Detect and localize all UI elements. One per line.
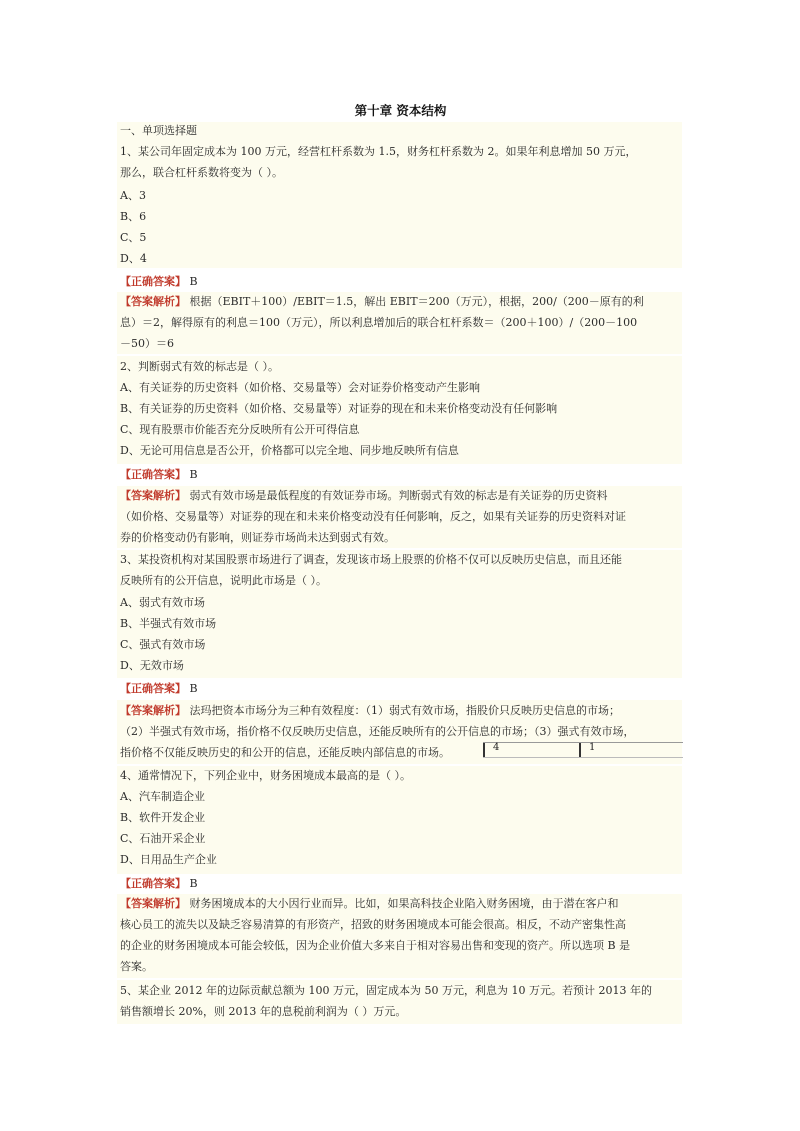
answer-label: 【正确答案】: [120, 468, 186, 481]
option-a: A、3: [120, 189, 146, 202]
question-stem: 销售额增长 20%，则 2013 年的息税前利润为（ ）万元。: [120, 1005, 407, 1018]
analysis-line: 息）＝2，解得原有的利息＝100（万元），所以利息增加后的联合杠杆系数＝（200＋100）/（200－100: [120, 316, 638, 329]
option-b: B、半强式有效市场: [120, 617, 217, 630]
option-c: C、5: [120, 231, 147, 244]
question-block-5: [117, 980, 682, 1024]
option-b: B、软件开发企业: [120, 811, 206, 824]
question-block-4: [117, 766, 682, 874]
analysis-line: 的企业的财务困境成本可能会较低，因为企业价值大多来自于相对容易出售和变现的资产。所以选项 B 是: [120, 939, 631, 952]
analysis-block-4: [117, 894, 682, 978]
section-heading: 一、单项选择题: [120, 124, 197, 137]
option-c: C、石油开采企业: [120, 832, 206, 845]
analysis-label: 【答案解析】: [120, 295, 186, 308]
analysis-line: （2）半强式有效市场，指价格不仅反映历史信息，还能反映所有的公开信息的市场；（3）强式有效市场，: [120, 725, 635, 738]
option-c: C、现有股票市价能否充分反映所有公开可得信息: [120, 423, 360, 436]
analysis-label: 【答案解析】: [120, 704, 186, 717]
question-block-3: [117, 550, 682, 678]
analysis-line: 【答案解析】 根据（EBIT＋100）/EBIT＝1.5，解出 EBIT＝200（万元），根据，200/（200－原有的利: [120, 295, 644, 308]
answer-value: B: [189, 275, 198, 288]
answer-value: B: [189, 877, 198, 890]
answer-line: [120, 274, 198, 290]
analysis-line: 核心员工的流失以及缺乏容易清算的有形资产，招致的财务困境成本可能会很高。相反，不动产密集性高: [120, 918, 626, 931]
answer-label: 【正确答案】: [120, 682, 186, 695]
option-b: B、6: [120, 210, 147, 223]
analysis-line: 【答案解析】 财务困境成本的大小因行业而异。比如，如果高科技企业陷入财务困境，由于潜在客户和: [120, 897, 619, 910]
option-d: D、4: [120, 252, 147, 265]
page-title: 第十章 资本结构: [354, 103, 447, 118]
analysis-line: 【答案解析】 弱式有效市场是最低程度的有效证券市场。判断弱式有效的标志是有关证券的历史资料: [120, 489, 608, 502]
analysis-line: 指价格不仅能反映历史的和公开的信息，还能反映内部信息的市场。: [120, 746, 450, 759]
analysis-block-2: [117, 486, 682, 548]
table-fragment: [483, 742, 683, 758]
analysis-label: 【答案解析】: [120, 897, 186, 910]
option-d: D、无效市场: [120, 659, 184, 672]
question-block-2: [117, 356, 682, 464]
question-stem: 4、通常情况下，下列企业中，财务困境成本最高的是（ ）。: [120, 769, 411, 782]
analysis-block-1: [117, 292, 682, 354]
answer-line: [120, 467, 198, 483]
analysis-line: 【答案解析】 法玛把资本市场分为三种有效程度：（1）弱式有效市场，指股价只反映历史信息的市场；: [120, 704, 620, 717]
question-stem: 反映所有的公开信息，说明此市场是（ ）。: [120, 574, 327, 587]
option-d: D、无论可用信息是否公开，价格都可以完全地、同步地反映所有信息: [120, 444, 459, 457]
answer-label: 【正确答案】: [120, 877, 186, 890]
option-b: B、有关证券的历史资料（如价格、交易量等）对证券的现在和未来价格变动没有任何影响: [120, 402, 558, 415]
option-d: D、日用品生产企业: [120, 853, 217, 866]
table-cell: 4: [483, 743, 579, 757]
answer-line: [120, 876, 198, 892]
analysis-line: －50）＝6: [120, 337, 174, 350]
question-stem: 3、某投资机构对某国股票市场进行了调查，发现该市场上股票的价格不仅可以反映历史信息，而且还能: [120, 553, 622, 566]
table-cell: 1: [579, 743, 683, 757]
option-c: C、强式有效市场: [120, 638, 206, 651]
option-a: A、汽车制造企业: [120, 790, 205, 803]
option-a: A、弱式有效市场: [120, 596, 205, 609]
question-stem: 5、某企业 2012 年的边际贡献总额为 100 万元，固定成本为 50 万元，利息为 10 万元。若预计 2013 年的: [120, 984, 652, 997]
option-a: A、有关证券的历史资料（如价格、交易量等）会对证券价格变动产生影响: [120, 381, 480, 394]
analysis-label: 【答案解析】: [120, 489, 186, 502]
question-stem: 2、判断弱式有效的标志是（ ）。: [120, 360, 279, 373]
question-block-1: [117, 122, 682, 268]
analysis-line: （如价格、交易量等）对证券的现在和未来价格变动没有任何影响，反之，如果有关证券的历史资料对证: [120, 510, 626, 523]
answer-value: B: [189, 468, 198, 481]
answer-value: B: [189, 682, 198, 695]
answer-line: [120, 681, 198, 697]
analysis-line: 答案。: [120, 960, 153, 973]
question-stem: 1、某公司年固定成本为 100 万元，经营杠杆系数为 1.5，财务杠杆系数为 2。如果年利息增加 50 万元，: [120, 145, 637, 158]
analysis-line: 券的价格变动仍有影响，则证券市场尚未达到弱式有效。: [120, 531, 395, 544]
question-stem: 那么，联合杠杆系数将变为（ ）。: [120, 166, 283, 179]
answer-label: 【正确答案】: [120, 275, 186, 288]
